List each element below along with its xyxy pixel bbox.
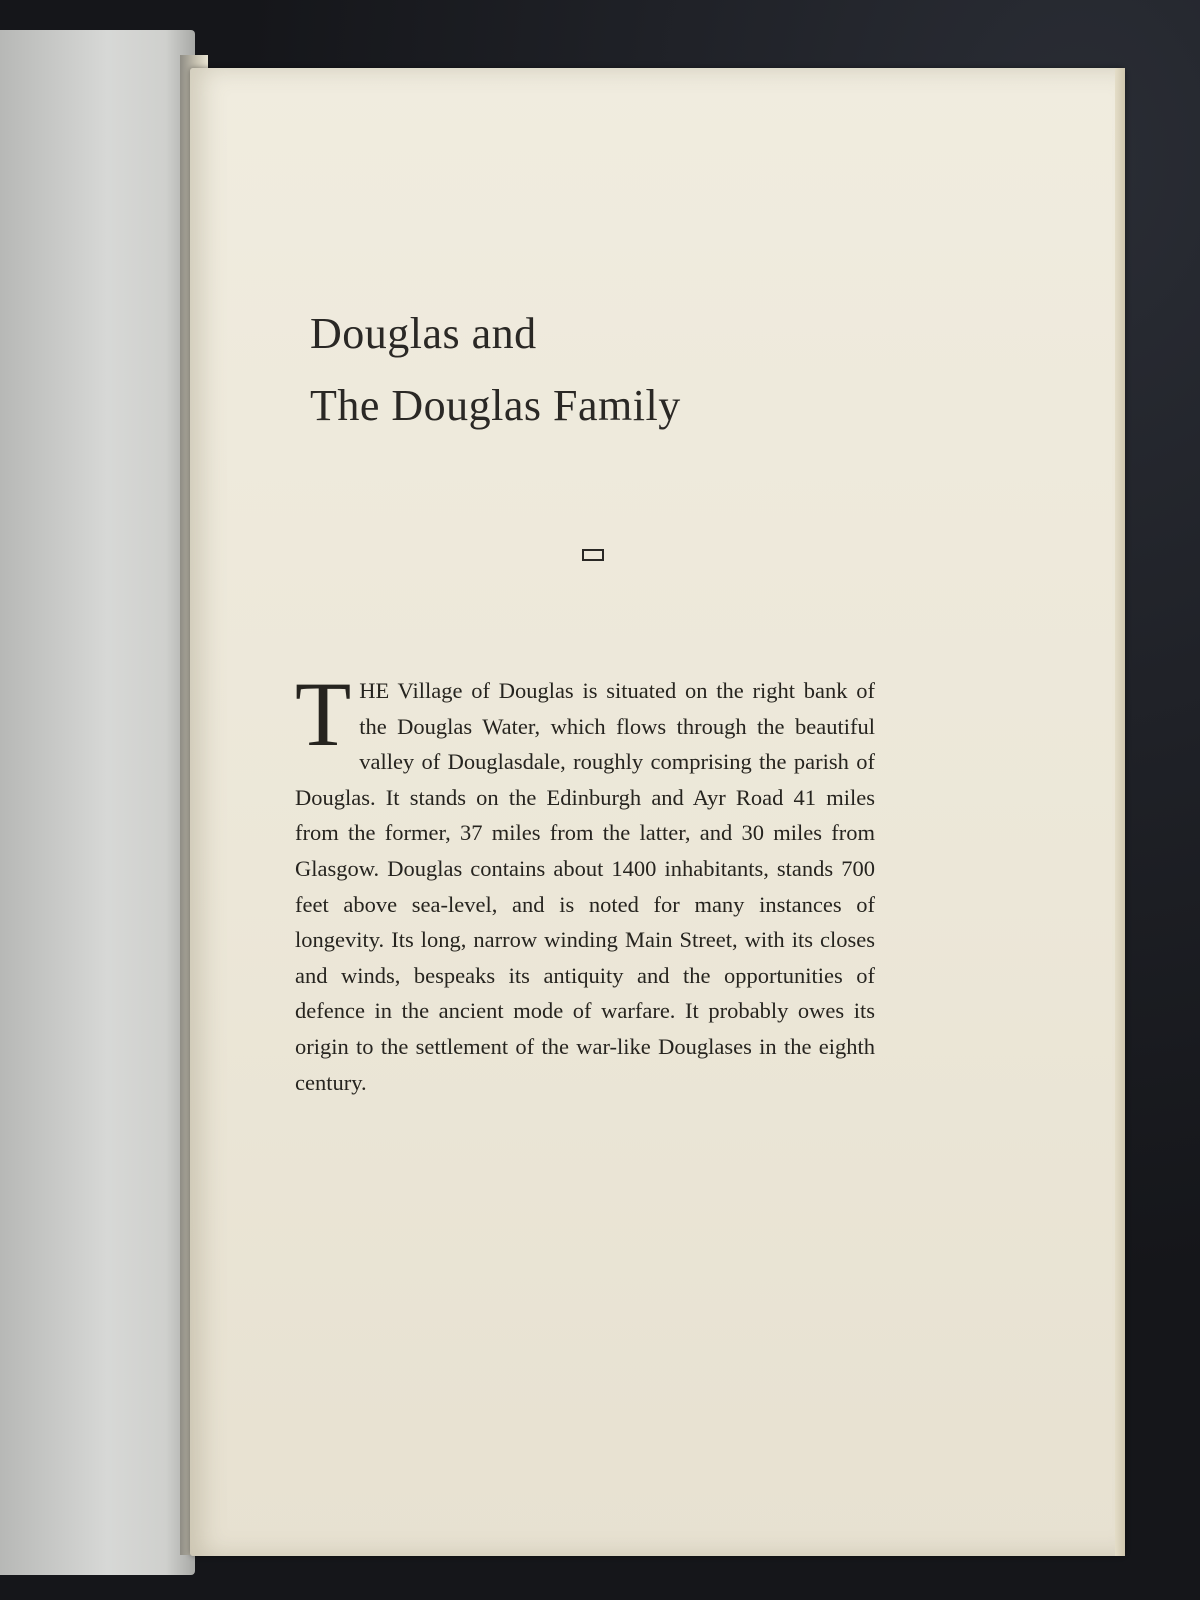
body-paragraph: [295, 663, 875, 1100]
title-line-1: Douglas and: [310, 309, 537, 358]
paragraph-text: HE Village of Douglas is situated on the right bank of the Douglas Water, which flows through the beautiful valley of Douglasdale, roughly comprising the parish of Douglas. It stands on the Edinburgh and Ayr Road 41 miles from the former, 37 miles from the latter, and 30 miles from Glasgow. Douglas contains about 1400 inhabitants, stands 700 feet above sea-level, and is noted for many instances of longevity. Its long, narrow winding Main Street, with its closes and winds, bespeaks its antiquity and the opportunities of defence in the ancient mode of warfare. It probably owes its origin to the settlement of the war-like Douglases in the eighth century.: [295, 678, 875, 1095]
title-line-2: The Douglas Family: [310, 381, 681, 430]
page-title: [310, 298, 930, 442]
left-page: [0, 30, 195, 1575]
drop-cap: T: [295, 663, 352, 765]
book-page: [190, 68, 1125, 1556]
page-edge: [1115, 68, 1125, 1556]
rectangle-ornament-icon: [582, 549, 604, 561]
